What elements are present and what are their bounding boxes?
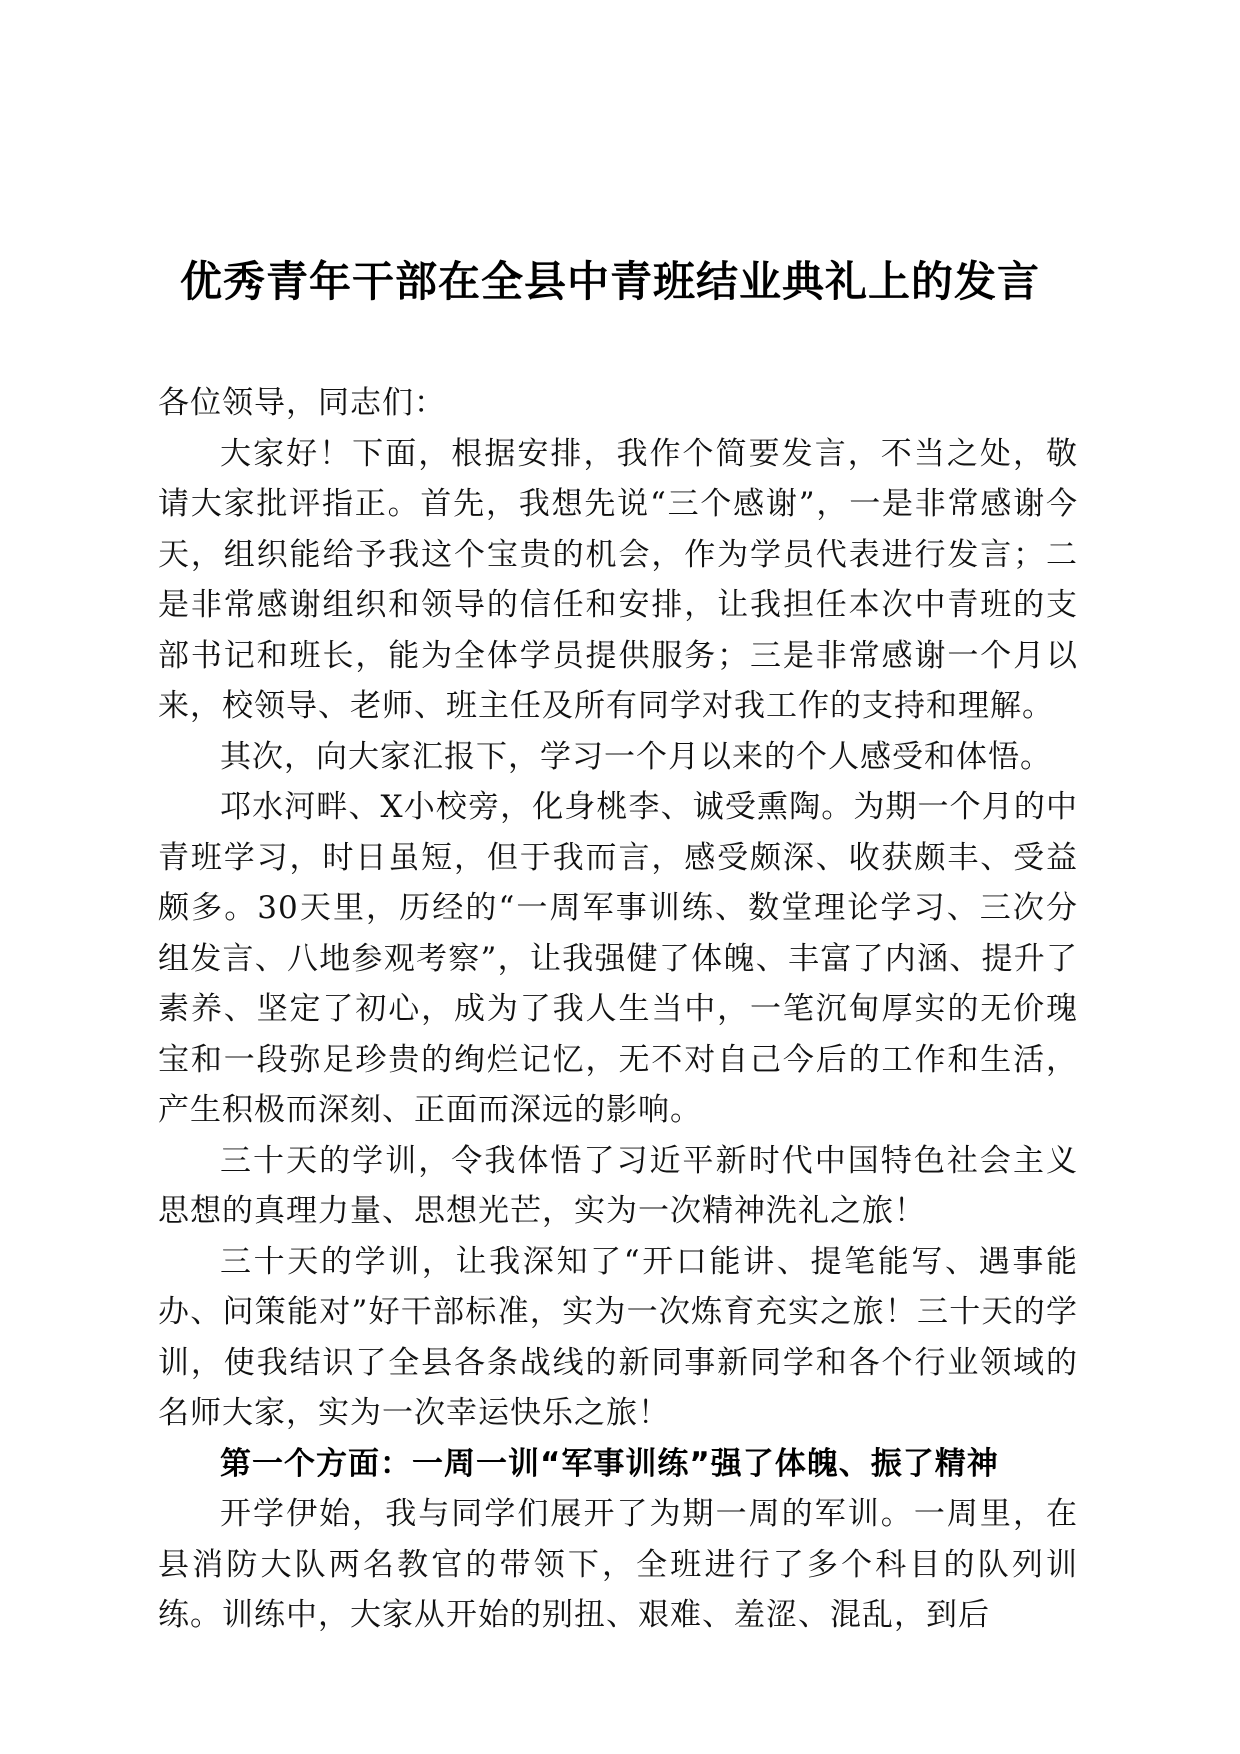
document-title: 优秀青年干部在全县中青班结业典礼上的发言 (179, 257, 1040, 306)
section-heading: 第一个方面：一周一训“军事训练”强了体魄、振了精神 (220, 1445, 999, 1482)
paragraph-military-training: 开学伊始，我与同学们展开了为期一周的军训。一周里，在县消防大队两名教官的带领下，全班进行了多个科目的队列训练。训练中，大家从开始的别扭、艰难、羞涩、混乱，到后 (158, 1496, 1078, 1633)
paragraph-standards: 三十天的学训，让我深知了“开口能讲、提笔能写、遇事能办、问策能对”好干部标准，实为一次炼育充实之旅！三十天的学训，使我结识了全县各条战线的新同事新同学和各个行业领域的名师大家，实为一次幸运快乐之旅！ (158, 1243, 1078, 1431)
paragraph-report: 其次，向大家汇报下，学习一个月以来的个人感受和体悟。 (220, 738, 1052, 775)
document-body (158, 378, 1078, 1641)
paragraph-opening: 大家好！下面，根据安排，我作个简要发言，不当之处，敬请大家批评指正。首先，我想先说“三个感谢”，一是非常感谢今天，组织能给予我这个宝贵的机会，作为学员代表进行发言；二是非常感谢组织和领导的信任和安排，让我担任本次中青班的支部书记和班长，能为全体学员提供服务；三是非常感谢一个月以来，校领导、老师、班主任及所有同学对我工作的支持和理解。 (158, 435, 1078, 724)
paragraph-experience: 邛水河畔、X小校旁，化身桃李、诚受熏陶。为期一个月的中青班学习，时日虽短，但于我而言，感受颇深、收获颇丰、受益颇多。30天里，历经的“一周军事训练、数堂理论学习、三次分组发言、八地参观考察”，让我强健了体魄、丰富了内涵、提升了素养、坚定了初心，成为了我人生当中，一笔沉甸厚实的无价瑰宝和一段弥足珍贵的绚烂记忆，无不对自己今后的工作和生活，产生积极而深刻、正面而深远的影响。 (158, 789, 1078, 1128)
paragraph-spiritual: 三十天的学训，令我体悟了习近平新时代中国特色社会主义思想的真理力量、思想光芒，实为一次精神洗礼之旅！ (158, 1142, 1078, 1229)
salutation: 各位领导，同志们： (158, 385, 446, 421)
